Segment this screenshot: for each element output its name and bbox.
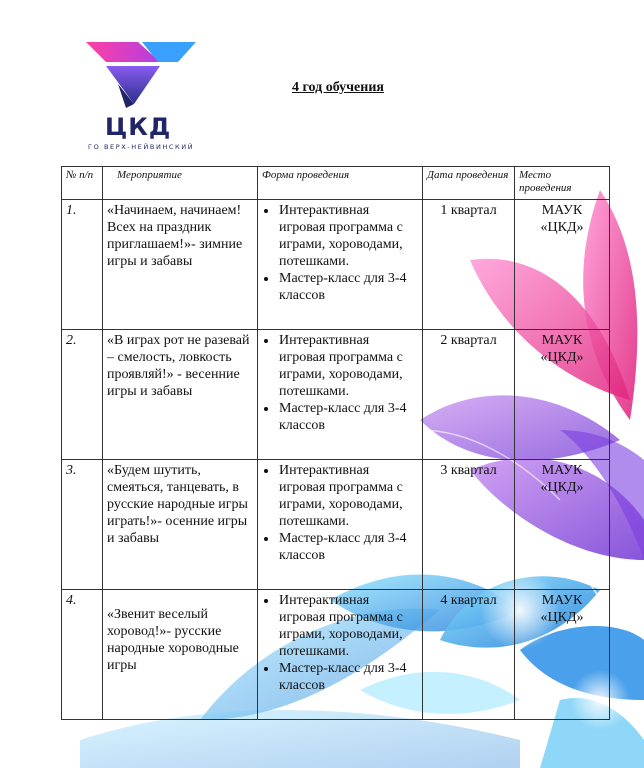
- logo-subtitle: ГО ВЕРХ-НЕЙВИНСКИЙ: [88, 143, 195, 151]
- row-date: 1 квартал: [423, 200, 515, 330]
- row-form: [258, 330, 423, 460]
- row-num: 3.: [62, 460, 103, 590]
- logo-title: ЦКД: [105, 113, 172, 141]
- form-item: • Мастер-класс для 3-4 классов: [278, 400, 418, 434]
- row-place: МАУК «ЦКД»: [515, 460, 610, 590]
- row-event-text: «Звенит веселый хоровод!»- русские народные хороводные игры: [107, 607, 239, 673]
- form-item: • Мастер-класс для 3-4 классов: [278, 660, 418, 694]
- row-num: 2.: [62, 330, 103, 460]
- header-event: Мероприятие: [103, 167, 258, 200]
- table-row: [62, 590, 610, 720]
- row-place: МАУК «ЦКД»: [515, 590, 610, 720]
- page-heading: 4 год обучения: [292, 80, 384, 95]
- row-place: МАУК «ЦКД»: [515, 200, 610, 330]
- row-form: [258, 460, 423, 590]
- row-num: 1.: [62, 200, 103, 330]
- row-event: «В играх рот не разевай – смелость, ловкость проявляй!» - весенние игры и забавы: [103, 330, 258, 460]
- table-row: [62, 330, 610, 460]
- form-item: • Мастер-класс для 3-4 классов: [278, 530, 418, 564]
- program-table: [61, 166, 610, 720]
- row-num: 4.: [62, 590, 103, 720]
- row-event: [103, 590, 258, 720]
- form-item: • Интерактивная игровая программа с играми, хороводами, потешками.: [278, 592, 418, 660]
- row-date: 4 квартал: [423, 590, 515, 720]
- header-date: Дата проведения: [423, 167, 515, 200]
- row-place: МАУК «ЦКД»: [515, 330, 610, 460]
- row-form: [258, 200, 423, 330]
- form-item: • Интерактивная игровая программа с играми, хороводами, потешками.: [278, 332, 418, 400]
- header-form: Форма проведения: [258, 167, 423, 200]
- header-place: Место проведения: [515, 167, 610, 200]
- form-item: • Интерактивная игровая программа с играми, хороводами, потешками.: [278, 462, 418, 530]
- row-form: [258, 590, 423, 720]
- form-item: • Интерактивная игровая программа с играми, хороводами, потешками.: [278, 202, 418, 270]
- row-date: 2 квартал: [423, 330, 515, 460]
- table-header-row: [62, 167, 610, 200]
- form-item: • Мастер-класс для 3-4 классов: [278, 270, 418, 304]
- table-row: [62, 200, 610, 330]
- table-row: [62, 460, 610, 590]
- row-event: «Начинаем, начинаем! Всех на праздник приглашаем!»- зимние игры и забавы: [103, 200, 258, 330]
- row-event: «Будем шутить, смеяться, танцевать, в русские народные игры играть!»- осенние игры и забавы: [103, 460, 258, 590]
- row-date: 3 квартал: [423, 460, 515, 590]
- header-num: № п/п: [62, 167, 103, 200]
